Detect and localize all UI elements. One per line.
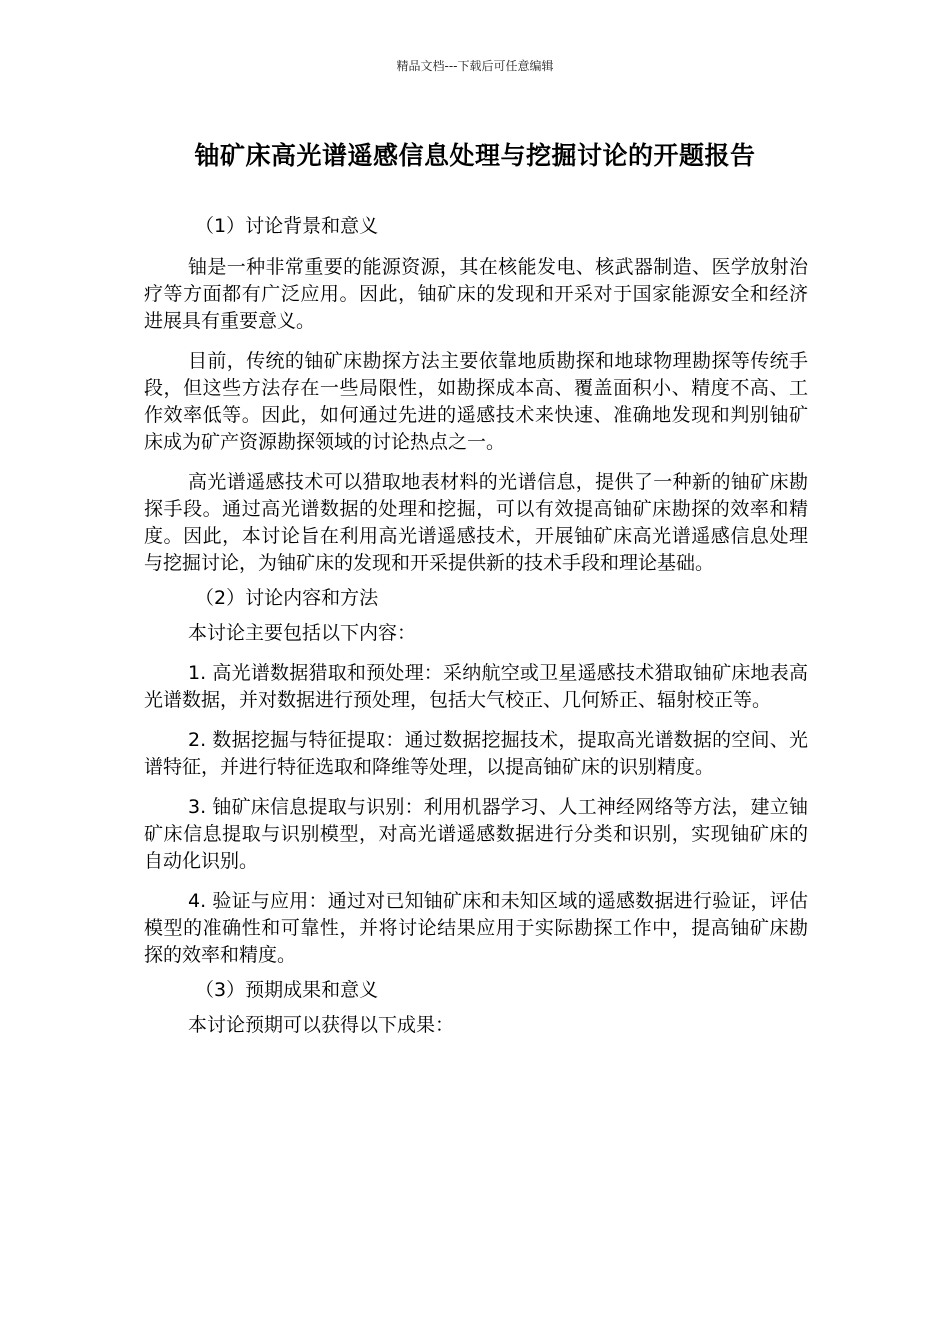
section-intro: 本讨论预期可以获得以下成果： <box>188 1014 455 1036</box>
page-header-note: 精品文档---下载后可任意编辑 <box>396 59 554 73</box>
list-item: 3. 铀矿床信息提取与识别：利用机器学习、人工神经网络等方法，建立铀矿床信息提取与识别模型，对高光谱遥感数据进行分类和识别，实现铀矿床的自动化识别。 <box>144 796 808 872</box>
paragraph: 目前，传统的铀矿床勘探方法主要依靠地质勘探和地球物理勘探等传统手段，但这些方法存在一些局限性，如勘探成本高、覆盖面积小、精度不高、工作效率低等。因此，如何通过先进的遥感技术来快速、准确地发现和判别铀矿床成为矿产资源勘探领域的讨论热点之一。 <box>144 350 808 453</box>
document-title: 铀矿床高光谱遥感信息处理与挖掘讨论的开题报告 <box>194 141 756 170</box>
list-item: 2. 数据挖掘与特征提取：通过数据挖掘技术，提取高光谱数据的空间、光谱特征，并进行特征选取和降维等处理，以提高铀矿床的识别精度。 <box>144 729 808 778</box>
paragraph: 铀是一种非常重要的能源资源，其在核能发电、核武器制造、医学放射治疗等方面都有广泛应用。因此，铀矿床的发现和开采对于国家能源安全和经济进展具有重要意义。 <box>144 256 808 332</box>
section-heading-content-methods: （2）讨论内容和方法 <box>195 587 379 609</box>
paragraph: 高光谱遥感技术可以猎取地表材料的光谱信息，提供了一种新的铀矿床勘探手段。通过高光谱数据的处理和挖掘，可以有效提高铀矿床勘探的效率和精度。因此，本讨论旨在利用高光谱遥感技术，开展铀矿床高光谱遥感信息处理与挖掘讨论，为铀矿床的发现和开采提供新的技术手段和理论基础。 <box>144 471 808 574</box>
section-heading-expected-results: （3）预期成果和意义 <box>195 979 379 1001</box>
section-heading-background: （1）讨论背景和意义 <box>195 215 379 237</box>
list-item: 1. 高光谱数据猎取和预处理：采纳航空或卫星遥感技术猎取铀矿床地表高光谱数据，并对数据进行预处理，包括大气校正、几何矫正、辐射校正等。 <box>144 662 808 711</box>
list-item: 4. 验证与应用：通过对已知铀矿床和未知区域的遥感数据进行验证，评估模型的准确性和可靠性，并将讨论结果应用于实际勘探工作中，提高铀矿床勘探的效率和精度。 <box>144 890 808 966</box>
section-intro: 本讨论主要包括以下内容： <box>188 622 417 644</box>
document-body <box>144 212 808 1039</box>
